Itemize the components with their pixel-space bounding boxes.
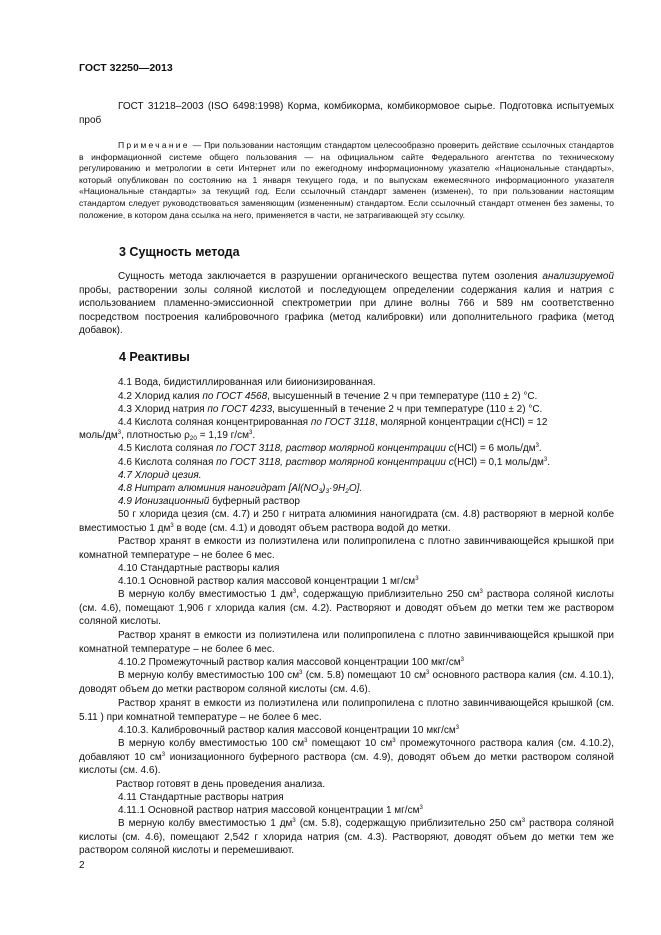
note-text: — При пользовании настоящим стандартом целесообразно проверить действие ссылочных стандартов в информационной системе общего пользования — на официальном сайте Федерального агентства по техническому регулированию и метрологии в сети Интернет или по ежегодному информационному указателю «Национальные стандарты», который опубликован по состоянию на 1 января текущего года, и по выпускам ежемесячного информационного указателя «Национальные стандарты» за текущий год. Если ссылочный стандарт заменен (изменен), то при пользовании настоящим стандартом следует руководствоваться заменяющим (измененным) стандартом. Если ссылочный стандарт отменен без замены, то положение, в котором дана ссылка на него, применяется в части, не затрагивающей эту ссылку. (79, 140, 614, 220)
item-4-3: 4.3 Хлорид натрия по ГОСТ 4233, высушенный в течение 2 ч при температуре (110 ± 2) °С. (118, 404, 543, 415)
prep-note: Раствор готовят в день проведения анализа. (116, 779, 326, 790)
document-header: ГОСТ 32250—2013 (79, 62, 173, 74)
item-4-2: 4.2 Хлорид калия по ГОСТ 4568, высушенный в течение 2 ч при температуре (110 ± 2) °С. (118, 391, 538, 402)
section-3-title: 3 Сущность метода (119, 245, 240, 259)
note-paragraph (79, 140, 614, 221)
item-4-10-2: 4.10.2 Промежуточный раствор калия массовой концентрации 100 мкг/$см^3$ (118, 657, 464, 668)
section-4-title: 4 Реактивы (119, 350, 190, 364)
item-4-9-text: 50 г хлорида цезия (см. 4.7) и 250 г нитрата алюминия наногидрата (см. 4.8) растворяют в мерной колбе вместимостью 1 $дм^3$ в воде (см. 4.1) и доводят объем раствора водой до метки. (79, 509, 614, 534)
note-label: Примечание (118, 140, 190, 150)
item-4-11: 4.11 Стандартные растворы натрия (118, 792, 284, 803)
item-4-10-1: 4.10.1 Основной раствор калия массовой концентрации 1 $мг/см^3$ (118, 576, 419, 587)
item-4-9: 4.9 Ионизационный буферный раствор (118, 496, 300, 507)
section-3-paragraph: Сущность метода заключается в разрушении органического вещества путем озоления анализируемой пробы, растворении золы соляной кислотой и последующем определении содержания калия и натрия с использованием пламенно-эмиссионной спектрометрии при длине волны 766 и 589 нм соответственно посредством построения калибровочного графика (метод калибровки) или дополнительного графика (метод добавок). (79, 271, 614, 337)
item-4-10-3: 4.10.3. Калибровочный раствор калия массовой концентрации 10 мкг/$см^3$ (118, 725, 460, 736)
page-number: 2 (79, 860, 85, 871)
item-4-6: 4.6 Кислота соляная по ГОСТ 3118, раствор молярной концентрации c(HCl) = 0,1 моль/$дм^3$. (118, 457, 551, 468)
storage-note-3: Раствор хранят в емкости из полиэтилена или полипропилена с плотно завинчивающейся крышкой (см. 5.11 ) при комнатной температуре – не более 6 мес. (79, 698, 614, 723)
item-4-5: 4.5 Кислота соляная по ГОСТ 3118, раствор молярной концентрации c(HCl) = 6 моль/$дм^3$. (118, 443, 542, 454)
item-4-4: 4.4 Кислота соляная концентрированная по ГОСТ 3118, молярной концентрации c(HCl) = 12 (118, 417, 548, 428)
storage-note-2: Раствор хранят в емкости из полиэтилена или полипропилена с плотно завинчивающейся крышкой при комнатной температуре – не более 6 мес. (79, 630, 614, 655)
item-4-10-2-text: В мерную колбу вместимостью 100 $см^3$ (см. 5.8) помещают 10 $см^3$ основного раствора калия (см. 4.10.1), доводят объем до метки раствором соляной кислоты (см. 4.6). (79, 670, 614, 695)
ref-standard-paragraph: ГОСТ 31218–2003 (ISO 6498:1998) Корма, комбикорма, комбикормовое сырье. Подготовка испытуемых проб (79, 101, 614, 126)
item-4-8: 4.8 Нитрат алюминия наногидрат $[Al(NO_3)_3\cdot 9H_2O]$. (118, 483, 363, 495)
item-4-10-1-text: В мерную колбу вместимостью 1 $дм^3$, содержащую приблизительно 250 $см^3$ раствора соляной кислоты (см. 4.6), помещают 1,906 г хлорида калия (см. 4.2). Растворяют и доводят объем до метки тем же раствором соляной кислоты. (79, 589, 614, 628)
item-4-10-3-text: В мерную колбу вместимостью 100 $см^3$ помещают 10 $см^3$ промежуточного раствора калия (см. 4.10.2), добавляют 10 $см^3$ ионизационного буферного раствора (см. 4.9), доводят объем до метки раствором соляной кислоты (см. 4.6). (79, 738, 615, 777)
storage-note-1: Раствор хранят в емкости из полиэтилена или полипропилена с плотно завинчивающейся крышкой при комнатной температуре – не более 6 мес. (79, 536, 614, 561)
item-4-11-1-text: В мерную колбу вместимостью 1 $дм^3$ (см. 5.8), содержащую приблизительно 250 $см^3$ раствора соляной кислоты (см. 4.6), помещают 2,542 г хлорида натрия (см. 4.3). Растворяют, доводят объем до метки тем же раствором соляной кислоты и перемешивают. (79, 818, 614, 857)
item-4-7: 4.7 Хлорид цезия. (118, 470, 202, 481)
item-4-11-1: 4.11.1 Основной раствор натрия массовой концентрации 1 $мг/см^3$ (118, 805, 423, 816)
item-4-10: 4.10 Стандартные растворы калия (118, 563, 280, 574)
item-4-4-cont: моль/$дм^3$, плотностью $\rho_{20} = 1,19$ $г/см^3$. (79, 430, 256, 442)
item-4-1: 4.1 Вода, бидистиллированная или биионизированная. (118, 377, 376, 388)
